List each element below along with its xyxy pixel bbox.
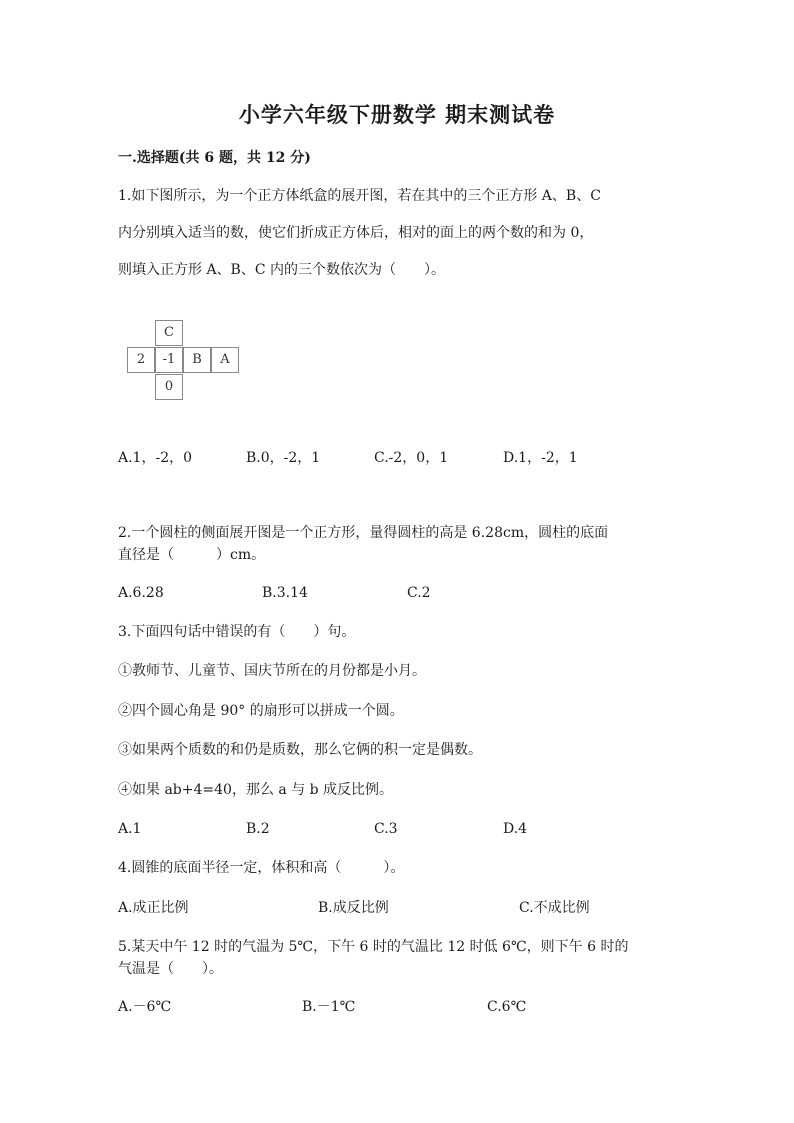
- q2-line-1: 2.一个圆柱的侧面展开图是一个正方形，量得圆柱的高是 6.28cm，圆柱的底面: [118, 525, 609, 541]
- q5-option-a: A.－6℃: [118, 999, 172, 1015]
- net-cell-2: 2: [127, 347, 155, 373]
- q3-option-d: D.4: [503, 821, 528, 837]
- q1-line-3: 则填入正方形 A、B、C 内的三个数依次为（ ）。: [118, 262, 446, 278]
- net-cell-0: 0: [155, 374, 183, 400]
- net-cell-c: C: [155, 320, 183, 346]
- q1-option-b: B.0，-2，1: [246, 450, 321, 466]
- page-title: 小学六年级下册数学 期末测试卷: [238, 102, 556, 127]
- q1-line-2: 内分别填入适当的数，使它们折成正方体后，相对的面上的两个数的和为 0，: [118, 225, 594, 241]
- q3-option-b: B.2: [246, 821, 270, 837]
- q4-option-c: C.不成比例: [519, 900, 590, 916]
- q2-option-a: A.6.28: [118, 585, 164, 601]
- q1-line-1: 1.如下图所示，为一个正方体纸盒的展开图，若在其中的三个正方形 A、B、C: [118, 188, 601, 204]
- q4-option-a: A.成正比例: [118, 900, 189, 916]
- net-cell-minus-1: -1: [155, 347, 183, 373]
- net-cell-b: B: [183, 347, 211, 373]
- q2-option-b: B.3.14: [262, 585, 308, 601]
- q2-line-2: 直径是（ ）cm。: [118, 547, 266, 563]
- q1-option-c: C.-2，0，1: [374, 450, 449, 466]
- net-cell-a: A: [211, 347, 239, 373]
- q5-line-2: 气温是（ ）。: [118, 961, 223, 977]
- section-heading: 一.选择题(共 6 题，共 12 分): [118, 150, 311, 166]
- q3-statement-4: ④如果 ab+4=40，那么 a 与 b 成反比例。: [118, 782, 394, 798]
- q5-line-1: 5.某天中午 12 时的气温为 5℃，下午 6 时的气温比 12 时低 6℃，则下午 6 时的: [118, 939, 629, 955]
- q3-option-a: A.1: [118, 821, 142, 837]
- q3-statement-1: ①教师节、儿童节、国庆节所在的月份都是小月。: [118, 663, 426, 679]
- q3-option-c: C.3: [374, 821, 398, 837]
- q4-option-b: B.成反比例: [318, 900, 389, 916]
- q1-option-a: A.1，-2，0: [118, 450, 193, 466]
- q3-line-1: 3.下面四句话中错误的有（ ）句。: [118, 624, 356, 640]
- q4-line-1: 4.圆锥的底面半径一定，体积和高（ ）。: [118, 860, 405, 876]
- q2-option-c: C.2: [407, 585, 431, 601]
- q1-option-d: D.1，-2，1: [503, 450, 578, 466]
- q5-option-c: C.6℃: [487, 999, 527, 1015]
- cube-net-figure: [127, 320, 241, 402]
- q3-statement-2: ②四个圆心角是 90° 的扇形可以拼成一个圆。: [118, 703, 404, 719]
- q3-statement-3: ③如果两个质数的和仍是质数，那么它俩的积一定是偶数。: [118, 742, 482, 758]
- q5-option-b: B.－1℃: [302, 999, 356, 1015]
